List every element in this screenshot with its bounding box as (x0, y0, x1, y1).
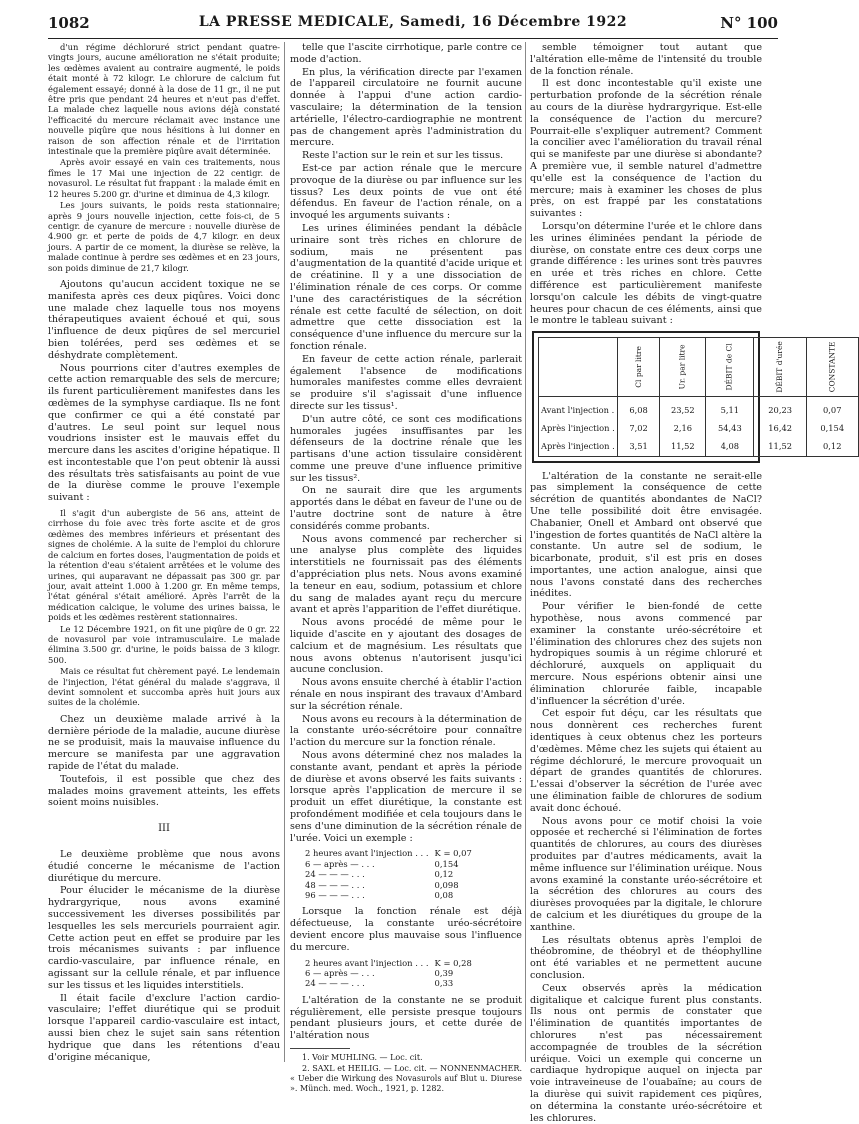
table-cell: 11,52 (754, 438, 807, 456)
page-header (48, 14, 778, 36)
paragraph: semble témoigner tout autant que l'altération elle-même de l'intensité du trouble de la fonction rénale. (530, 42, 762, 77)
row-label: Après l'injection . (539, 438, 618, 456)
section-heading: III (158, 823, 170, 835)
row-label: 2 heures avant l'injection . . . (305, 957, 429, 968)
table-cell: 3,51 (617, 438, 660, 456)
row-label: 2 heures avant l'injection . . . (305, 848, 429, 859)
table-row (539, 438, 859, 456)
table-row (302, 869, 475, 879)
results-table (538, 337, 859, 456)
table-row (302, 848, 475, 858)
case-report: Mais ce résultat fut chèrement payé. Le lendemain de l'injection, l'état général du malade s'aggrava, il devint somnolent et succomba après huit jours aux suites de la cholémie. (48, 666, 280, 708)
footnote: 2. SAXL et HEILIG. — Loc. cit. — NONNENMACHER. « Ueber die Wirkung des Novasurols auf Blut u. Diurese ». Münch. med. Woch., 1921, p. 1282. (290, 1064, 522, 1094)
paragraph: d'un régime déchloruré strict pendant quatre-vingts jours, aucune amélioration ne s'était produite; les œdèmes avaient au contraire augmenté, le poids était monté à 72 kilogr. Le chlorure de calcium fut également essayé; donné à la dose de 11 gr., il ne put être pris que pendant 24 heures et n'eut pas d'effet. La malade chez laquelle nous avions déjà constaté l'efficacité du mercure réclamait avec instance une nouvelle piqûre que nous hésitions à lui donner en raison de son affection rénale et de l'irritation intestinale que la première piqûre avait déterminée. (48, 42, 280, 157)
paragraph: Ajoutons qu'aucun accident toxique ne se manifesta après ces deux piqûres. Voici donc une malade chez laquelle tous nos moyens thérapeutiques avaient échoué et qui, sous l'influence de deux piqûres de sel mercuriel bien tolérées, perd ses œdèmes et se déshydrate complètement. (48, 278, 280, 361)
paragraph: Nous avons pour ce motif choisi la voie opposée et recherché si l'élimination de fortes quantités de chlorures, au cours des diurèses produites par d'autres médicaments, avait la même influence sur l'élimination uréique. Nous avons examiné la constante uréo-sécrétoire et la sécrétion des chlorures au cours des diurèses provoquées par la digitale, le chlorure de calcium et les diurétiques du groupe de la xanthine. (530, 815, 762, 933)
row-label: 6 — après — . . . (305, 858, 375, 869)
issue-number: N° 100 (720, 14, 778, 32)
column-right (530, 42, 845, 1124)
column-header: Ur. par litre (660, 338, 706, 397)
table-row (302, 880, 475, 890)
table-row (302, 968, 475, 978)
paragraph: L'altération de la constante ne serait-elle pas simplement la conséquence de cette sécrétion de quantités abondantes de NaCl? Une telle possibilité doit être envisagée. Chabanier, Onell et Ambard ont observé que l'ingestion de fortes quantités de NaCl altère la constante. Un autre sel de sodium, le bicarbonate, produit, s'il est pris en doses importantes, une action analogue, ainsi que nous l'avons constaté dans des recherches inédites. (530, 470, 762, 600)
table-cell: 0,12 (806, 438, 858, 456)
column-left (48, 42, 280, 1072)
results-table-frame (532, 331, 845, 462)
footnote: 1. Voir MUHLING. — Loc. cit. (302, 1053, 423, 1063)
paragraph: Est-ce par action rénale que le mercure provoque de la diurèse ou par influence sur les tissus? Les deux points de vue ont été défendus. En faveur de l'action rénale, on a invoqué les arguments suivants : (290, 162, 522, 222)
paragraph: Lorsqu'on détermine l'urée et le chlore dans les urines éliminées pendant la période de diurèse, on constate entre ces deux corps une grande différence : les urines sont très pauvres en urée et très riches en chlore. Cette différence est particulièrement manifeste lorsqu'on calcule les débits de vingt-quatre heures pour chacun de ces éléments, ainsi que le montre le tableau suivant : (530, 220, 762, 327)
paragraph: Les résultats obtenus après l'emploi de théobromine, de théobryl et de théophylline ont été variables et ne permettent aucune conclusion. (530, 934, 762, 981)
paragraph: Cet espoir fut déçu, car les résultats que nous donnèrent ces recherches furent identiques à ceux obtenus chez les porteurs d'œdèmes. Même chez les sujets qui étaient au régime déchloruré, le mercure provoquait un départ de grandes quantités de chlorures. L'essai d'observer la sécrétion de l'urée avec une élimination faible de chlorures de sodium avait donc échoué. (530, 708, 762, 814)
k-value: K = 0,07 (434, 848, 472, 859)
paragraph: L'altération de la constante ne se produit régulièrement, elle persiste presque toujours pendant plusieurs jours, et cette durée de l'altération nous (290, 994, 522, 1042)
paragraph: On ne saurait dire que les arguments apportés dans le débat en faveur de l'une ou de l'autre doctrine sont de nature à être considérés comme probants. (290, 485, 522, 532)
row-label: Avant l'injection . (539, 397, 618, 420)
k-value: K = 0,28 (434, 957, 472, 968)
paragraph: En faveur de cette action rénale, parlerait également l'absence de modifications humorales manifestes comme elles devraient se produire s'il s'agissait d'une influence directe sur les tissus¹. (290, 353, 522, 412)
table-cell: 7,02 (617, 420, 660, 438)
row-label: 24 — — — . . . (305, 869, 365, 880)
row-label: 24 — — — . . . (305, 978, 365, 989)
paragraph: Les urines éliminées pendant la débâcle urinaire sont très riches en chlorure de sodium, mais ne présentent pas d'augmentation de la quantité d'acide urique et de créatinine. Il y a une dissociation de l'élimination rénale de ces corps. Or comme l'une des caractéristiques de la sécrétion rénale est cette faculté de sélection, on doit admettre que cette dissociation est la conséquence d'une influence du mercure sur la fonction rénale. (290, 222, 522, 352)
k-value: 0,33 (434, 978, 454, 989)
paragraph: Reste l'action sur le rein et sur les tissus. (302, 150, 504, 162)
table-row (302, 958, 475, 968)
row-label: 48 — — — . . . (305, 879, 365, 890)
table-cell: 0,07 (806, 397, 858, 420)
constant-table-2 (302, 958, 475, 989)
column-header: DÉBIT d'urée (754, 338, 807, 397)
page-number: 1082 (48, 14, 90, 32)
k-value: 0,39 (434, 968, 454, 979)
paragraph: Toutefois, il est possible que chez des malades moins gravement atteints, les effets soient moins nuisibles. (48, 773, 280, 809)
paragraph: Nous avons eu recours à la détermination de la constante uréo-sécrétoire pour connaître l'action du mercure sur la fonction rénale. (290, 713, 522, 749)
paragraph: En plus, la vérification directe par l'examen de l'appareil circulatoire ne fournit aucune donnée à l'appui d'une action cardio-vasculaire; la détermination de la tension artérielle, l'électro-cardiographie ne montrent pas de changement après l'administration du mercure. (290, 66, 522, 149)
column-middle (290, 42, 522, 1094)
paragraph: Chez un deuxième malade arrivé à la dernière période de la maladie, aucune diurèse ne se produisit, mais la mauvaise influence du mercure se manifesta par une aggravation rapide de l'état du malade. (48, 713, 280, 772)
column-divider (525, 42, 526, 1062)
paragraph: Nous pourrions citer d'autres exemples de cette action remarquable des sels de mercure; ils furent particulièrement manifestes dans les œdèmes de la symphyse cardiaque. Ils ne font que confirmer ce qui a été constaté par d'autres. Le seul point sur lequel nous voudrions insister est le mauvais effet du mercure dans les ascites d'origine hépatique. Il est incontestable que l'on peut obtenir là aussi des résultats très satisfaisants au point de vue de la diurèse comme le prouve l'exemple suivant : (48, 362, 280, 504)
row-label: Après l'injection . (539, 420, 618, 438)
footnote-rule (290, 1048, 350, 1049)
column-header: DÉBIT de Cl (706, 338, 754, 397)
table-row (302, 890, 475, 900)
paragraph: Nous avons procédé de même pour le liquide d'ascite en y ajoutant des dosages de calcium et de magnésium. Les résultats que nous avons obtenus n'autorisent jusqu'ici aucune conclusion. (290, 617, 522, 676)
paragraph: Après avoir essayé en vain ces traitements, nous fîmes le 17 Mai une injection de 22 centigr. de novasurol. Le résultat fut frappant : la malade émit en 12 heures 5.200 gr. d'urine et diminua de 4,3 kilogr. (48, 157, 280, 199)
table-row (302, 859, 475, 869)
paragraph: Pour vérifier le bien-fondé de cette hypothèse, nous avons commencé par examiner la constante uréo-sécrétoire et l'élimination des chlorures chez des sujets non hydropiques soumis à un régime chloruré et déchloruré, auxquels on appliquait du mercure. Nous espérions obtenir ainsi une élimination chlorurée faible, incapable d'influencer la sécrétion d'urée. (530, 601, 762, 707)
case-report: Il s'agit d'un aubergiste de 56 ans, atteint de cirrhose du foie avec très forte ascite et de gros œdèmes des membres inférieurs et présentant des signes de cholémie. A la suite de l'emploi du chlorure de calcium en fortes doses, l'augmentation de poids et la rétention d'eau s'étaient arrêtées et le volume des urines, qui auparavant ne dépassait pas 300 gr. par jour, avait atteint 1.000 à 1.200 gr. En même temps, l'état général s'était amélioré. Après l'arrêt de la médication calcique, le volume des urines baissa, le poids et les œdèmes restèrent stationnaires. (48, 508, 280, 623)
paragraph: telle que l'ascite cirrhotique, parle contre ce mode d'action. (290, 42, 522, 65)
column-header: CONSTANTE (806, 338, 858, 397)
paragraph: Le deuxième problème que nous avons étudié concerne le mécanisme de l'action diurétique du mercure. (48, 848, 280, 884)
column-header (539, 338, 618, 397)
table-header-row (539, 338, 859, 397)
constant-table-1 (302, 848, 475, 900)
table-cell: 5,11 (706, 397, 754, 420)
table-cell: 20,23 (754, 397, 807, 420)
column-divider (284, 42, 285, 1062)
paragraph: Il était facile d'exclure l'action cardio-vasculaire; l'effet diurétique qui se produit lorsque l'appareil cardio-vasculaire est intact, aussi bien chez le sujet sain sans rétention hydrique que dans les rétentions d'eau d'origine mécanique, (48, 992, 280, 1063)
k-value: 0,154 (434, 858, 459, 869)
row-label: 96 — — — . . . (305, 890, 365, 901)
k-value: 0,12 (434, 869, 454, 880)
paragraph: Ceux observés après la médication digitalique et calcique furent plus constants. Ils nous ont permis de constater que l'élimination de quantités importantes de chlorures n'est pas nécessairement accompagnée de troubles de la sécrétion uréique. Voici un exemple qui concerne un cardiaque hydropique auquel on injecta par voie intraveineuse de l'ouabaïne; au cours de la diurèse qui suivit rapidement ces piqûres, on détermina la constante uréo-sécrétoire et les chlorures. (530, 982, 762, 1124)
journal-title: LA PRESSE MEDICALE, Samedi, 16 Décembre 1922 (198, 14, 628, 30)
paragraph: Nous avons commencé par rechercher si une analyse plus complète des liquides interstitiels ne fournissait pas des éléments d'appréciation plus nets. Nous avons examiné la teneur en eau, sodium, potassium et chlore du sang de malades ayant reçu du mercure avant et après l'apparition de l'effet diurétique. (290, 533, 522, 616)
paragraph: Les jours suivants, le poids resta stationnaire; après 9 jours nouvelle injection, cette fois-ci, de 5 centigr. de cyanure de mercure : nouvelle diurèse de 4.900 gr. et perte de poids de 4,7 kilogr. en deux jours. A partir de ce moment, la diurèse se relève, la malade continue à perdre ses œdèmes et en 23 jours, son poids diminue de 21,7 kilogr. (48, 200, 280, 273)
table-cell: 16,42 (754, 420, 807, 438)
paragraph: D'un autre côté, ce sont ces modifications humorales jugées insuffisantes par les défenseurs de la doctrine rénale que les partisans d'une action tissulaire considèrent comme une preuve d'une influence primitive sur les tissus². (290, 413, 522, 484)
header-rule (48, 38, 778, 39)
paragraph: Nous avons ensuite cherché à établir l'action rénale en nous inspirant des travaux d'Ambard sur la sécrétion rénale. (290, 677, 522, 712)
paragraph: Il est donc incontestable qu'il existe une perturbation profonde de la sécrétion rénale au cours de la diurèse hydrargyrique. Est-elle la conséquence de l'action du mercure? Pourrait-elle s'expliquer autrement? Comment la concilier avec l'amélioration du travail rénal qui se manifeste par une diurèse si abondante? A première vue, il semble naturel d'admettre qu'elle est la conséquence de l'action du mercure; mais à examiner les choses de plus près, on est frappé par les constatations suivantes : (530, 78, 762, 220)
paragraph: Nous avons déterminé chez nos malades la constante avant, pendant et après la période de diurèse et avons observé les faits suivants : lorsque après l'application de mercure il se produit un effet diurétique, la constante est profondément modifiée et cela toujours dans le sens d'une diminution de la sécrétion rénale de l'urée. Voici un exemple : (290, 750, 522, 844)
k-value: 0,08 (434, 890, 454, 901)
paragraph: Pour élucider le mécanisme de la diurèse hydrargyrique, nous avons examiné successivement les diverses possibilités par lesquelles les sels mercuriels pourraient agir. Cette action peut en effet se produire par les trois mécanismes suivants : par influence cardio-vasculaire, par influence rénale, en agissant sur la cellule rénale, et par influence sur les tissus et les liquides interstitiels. (48, 885, 280, 991)
column-header: Cl par litre (617, 338, 660, 397)
table-cell: 6,08 (617, 397, 660, 420)
k-value: 0,098 (434, 879, 459, 890)
case-report: Le 12 Décembre 1921, on fit une piqûre de 0 gr. 22 de novasurol par voie intramusculaire. Le malade élimina 3.500 gr. d'urine, le poids baissa de 3 kilogr. 500. (48, 623, 280, 665)
table-row (539, 397, 859, 420)
row-label: 6 — après — . . . (305, 968, 375, 979)
table-row (539, 420, 859, 438)
table-cell: 54,43 (706, 420, 754, 438)
table-cell: 4,08 (706, 438, 754, 456)
paragraph: Lorsque la fonction rénale est déjà défectueuse, la constante uréo-sécrétoire devient encore plus mauvaise sous l'influence du mercure. (290, 906, 522, 953)
table-row (302, 978, 475, 988)
table-cell: 23,52 (660, 397, 706, 420)
table-cell: 2,16 (660, 420, 706, 438)
table-cell: 0,154 (806, 420, 858, 438)
table-cell: 11,52 (660, 438, 706, 456)
